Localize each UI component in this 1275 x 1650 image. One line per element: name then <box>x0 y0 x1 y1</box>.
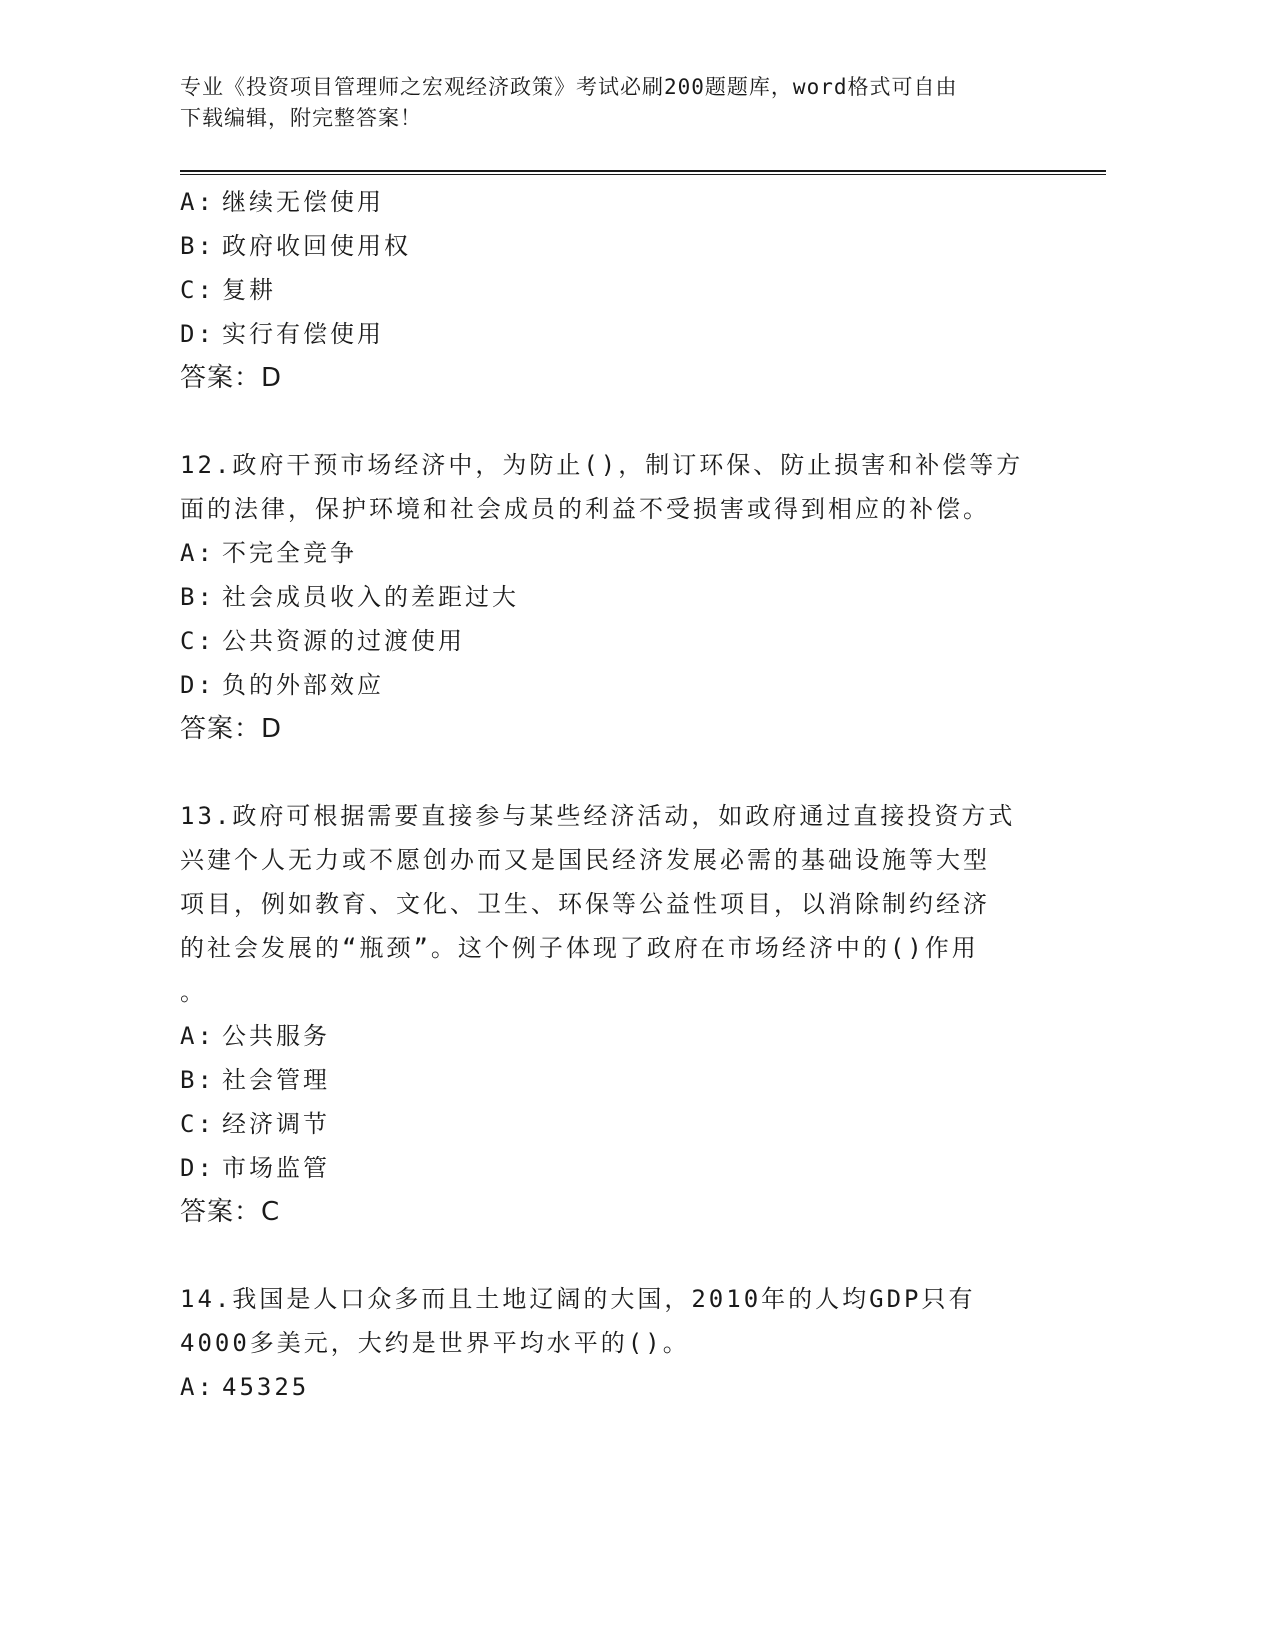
answer-line: 答案：C <box>180 1197 281 1227</box>
option-text: 不完全竞争 <box>222 539 357 567</box>
option-a <box>180 531 1060 575</box>
option-letter: C: <box>180 627 215 655</box>
question-text-line: 12.政府干预市场经济中，为防止()，制订环保、防止损害和补偿等方 <box>180 451 1024 479</box>
question-14 <box>180 1277 1060 1409</box>
question-text-line: 。 <box>180 978 207 1006</box>
option-text: 公共资源的过渡使用 <box>222 627 465 655</box>
option-text: 公共服务 <box>222 1022 330 1050</box>
option-letter: A: <box>180 188 215 216</box>
option-text: 社会成员收入的差距过大 <box>222 583 519 611</box>
option-c <box>180 268 1060 312</box>
option-c <box>180 1102 1060 1146</box>
option-letter: C: <box>180 1110 215 1138</box>
option-letter: A: <box>180 539 215 567</box>
question-content <box>180 180 1060 1409</box>
option-text: 复耕 <box>222 276 276 304</box>
option-text: 社会管理 <box>222 1066 330 1094</box>
option-letter: A: <box>180 1022 215 1050</box>
question-text-line: 项目，例如教育、文化、卫生、环保等公益性项目，以消除制约经济 <box>180 890 990 918</box>
option-letter: D: <box>180 671 215 699</box>
option-text: 市场监管 <box>222 1154 330 1182</box>
option-letter: A: <box>180 1373 215 1401</box>
option-letter: B: <box>180 232 215 260</box>
option-text: 45325 <box>222 1373 310 1401</box>
spacer <box>180 400 1060 443</box>
option-a <box>180 1014 1060 1058</box>
spacer <box>180 1234 1060 1277</box>
option-text: 实行有偿使用 <box>222 320 384 348</box>
question-text-line: 4000多美元，大约是世界平均水平的()。 <box>180 1329 690 1357</box>
question-text-line: 13.政府可根据需要直接参与某些经济活动，如政府通过直接投资方式 <box>180 802 1016 830</box>
question-12 <box>180 443 1060 751</box>
option-letter: C: <box>180 276 215 304</box>
header-divider-thin <box>180 174 1106 175</box>
option-d <box>180 312 1060 356</box>
spacer <box>180 751 1060 794</box>
question-text-line: 14.我国是人口众多而且土地辽阔的大国，2010年的人均GDP只有 <box>180 1285 976 1313</box>
option-letter: B: <box>180 583 215 611</box>
header-line-1: 专业《投资项目管理师之宏观经济政策》考试必刷200题题库，word格式可自由 <box>180 75 958 99</box>
option-text: 继续无偿使用 <box>222 188 384 216</box>
option-text: 经济调节 <box>222 1110 330 1138</box>
option-b <box>180 224 1060 268</box>
option-letter: D: <box>180 320 215 348</box>
question-text-line: 面的法律，保护环境和社会成员的利益不受损害或得到相应的补偿。 <box>180 495 990 523</box>
question-13 <box>180 794 1060 1234</box>
option-c <box>180 619 1060 663</box>
answer-line: 答案：D <box>180 714 283 744</box>
option-b <box>180 575 1060 619</box>
header-line-2: 下载编辑，附完整答案！ <box>180 106 422 130</box>
option-a <box>180 180 1060 224</box>
option-text: 政府收回使用权 <box>222 232 411 260</box>
option-text: 负的外部效应 <box>222 671 384 699</box>
option-b <box>180 1058 1060 1102</box>
question-11 <box>180 180 1060 400</box>
answer-line: 答案：D <box>180 363 283 393</box>
question-text-line: 的社会发展的“瓶颈”。这个例子体现了政府在市场经济中的()作用 <box>180 934 979 962</box>
option-letter: D: <box>180 1154 215 1182</box>
question-text-line: 兴建个人无力或不愿创办而又是国民经济发展必需的基础设施等大型 <box>180 846 990 874</box>
header-divider-thick <box>180 170 1106 172</box>
document-header <box>180 72 1060 134</box>
option-d <box>180 1146 1060 1190</box>
option-d <box>180 663 1060 707</box>
option-letter: B: <box>180 1066 215 1094</box>
option-a <box>180 1365 1060 1409</box>
